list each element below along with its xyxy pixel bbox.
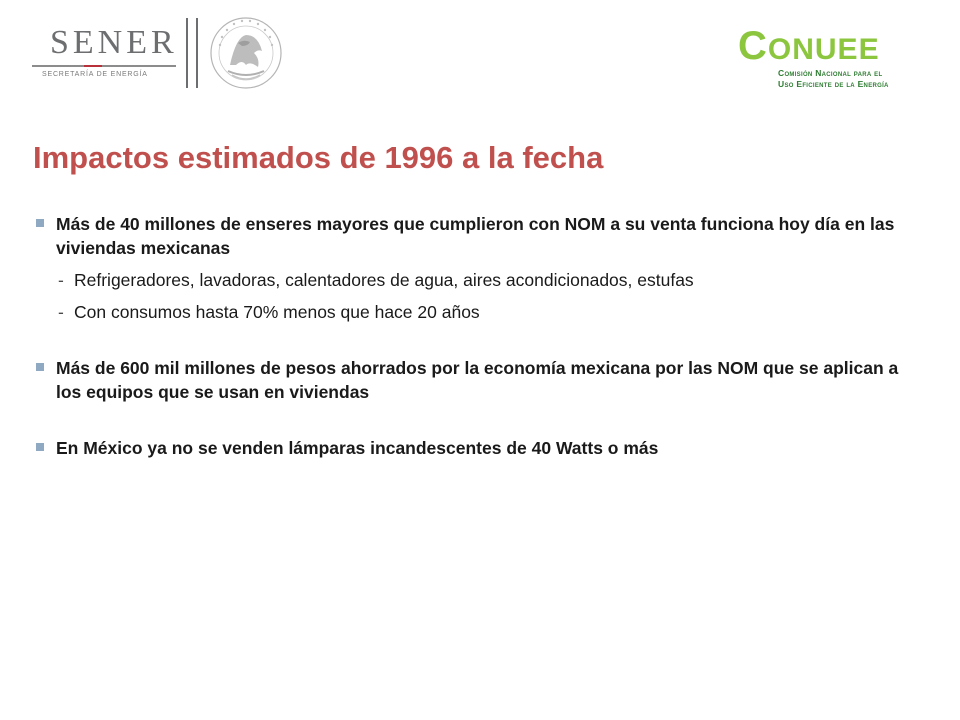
sub-marker: - [58, 270, 64, 290]
bullet-item [36, 356, 928, 404]
sener-logo-accent [84, 65, 102, 67]
bullet-item [36, 212, 928, 260]
sub-item-text: Refrigeradores, lavadoras, calentadores de agua, aires acondicionados, estufas [74, 270, 694, 290]
conuee-subtitle-line1: Comisión Nacional para el [778, 68, 883, 78]
sub-item [36, 268, 928, 292]
sener-logo-rule [32, 65, 176, 67]
bullet-text: Más de 600 mil millones de pesos ahorrados por la economía mexicana por las NOM que se aplican a los equipos que se usan en viviendas [56, 358, 899, 402]
mexican-coat-of-arms-icon [208, 15, 284, 91]
bullet-marker [36, 363, 44, 371]
bullet-item [36, 436, 928, 460]
conuee-logo [738, 24, 928, 94]
emblem-divider [196, 18, 198, 88]
bullet-text: Más de 40 millones de enseres mayores que cumplieron con NOM a su venta funciona hoy día en las viviendas mexicanas [56, 214, 895, 258]
sub-item [36, 300, 928, 324]
sener-logo [26, 22, 176, 82]
slide-content [36, 212, 928, 460]
sub-item-text: Con consumos hasta 70% menos que hace 20 años [74, 302, 480, 322]
sener-logo-subtitle: SECRETARÍA DE ENERGÍA [42, 71, 148, 78]
bullet-text: En México ya no se venden lámparas incandescentes de 40 Watts o más [56, 438, 659, 458]
bullet-marker [36, 219, 44, 227]
emblem-divider [186, 18, 188, 88]
conuee-logo-rest: ONUEE [767, 33, 880, 66]
conuee-logo-subtitle [778, 68, 889, 90]
conuee-logo-name [738, 24, 880, 69]
bullet-marker [36, 443, 44, 451]
sener-logo-name: SENER [50, 24, 178, 61]
sub-marker: - [58, 302, 64, 322]
conuee-logo-initial: C [738, 24, 768, 68]
slide-title: Impactos estimados de 1996 a la fecha [33, 140, 604, 175]
conuee-subtitle-line2: Uso Eficiente de la Energía [778, 79, 889, 89]
